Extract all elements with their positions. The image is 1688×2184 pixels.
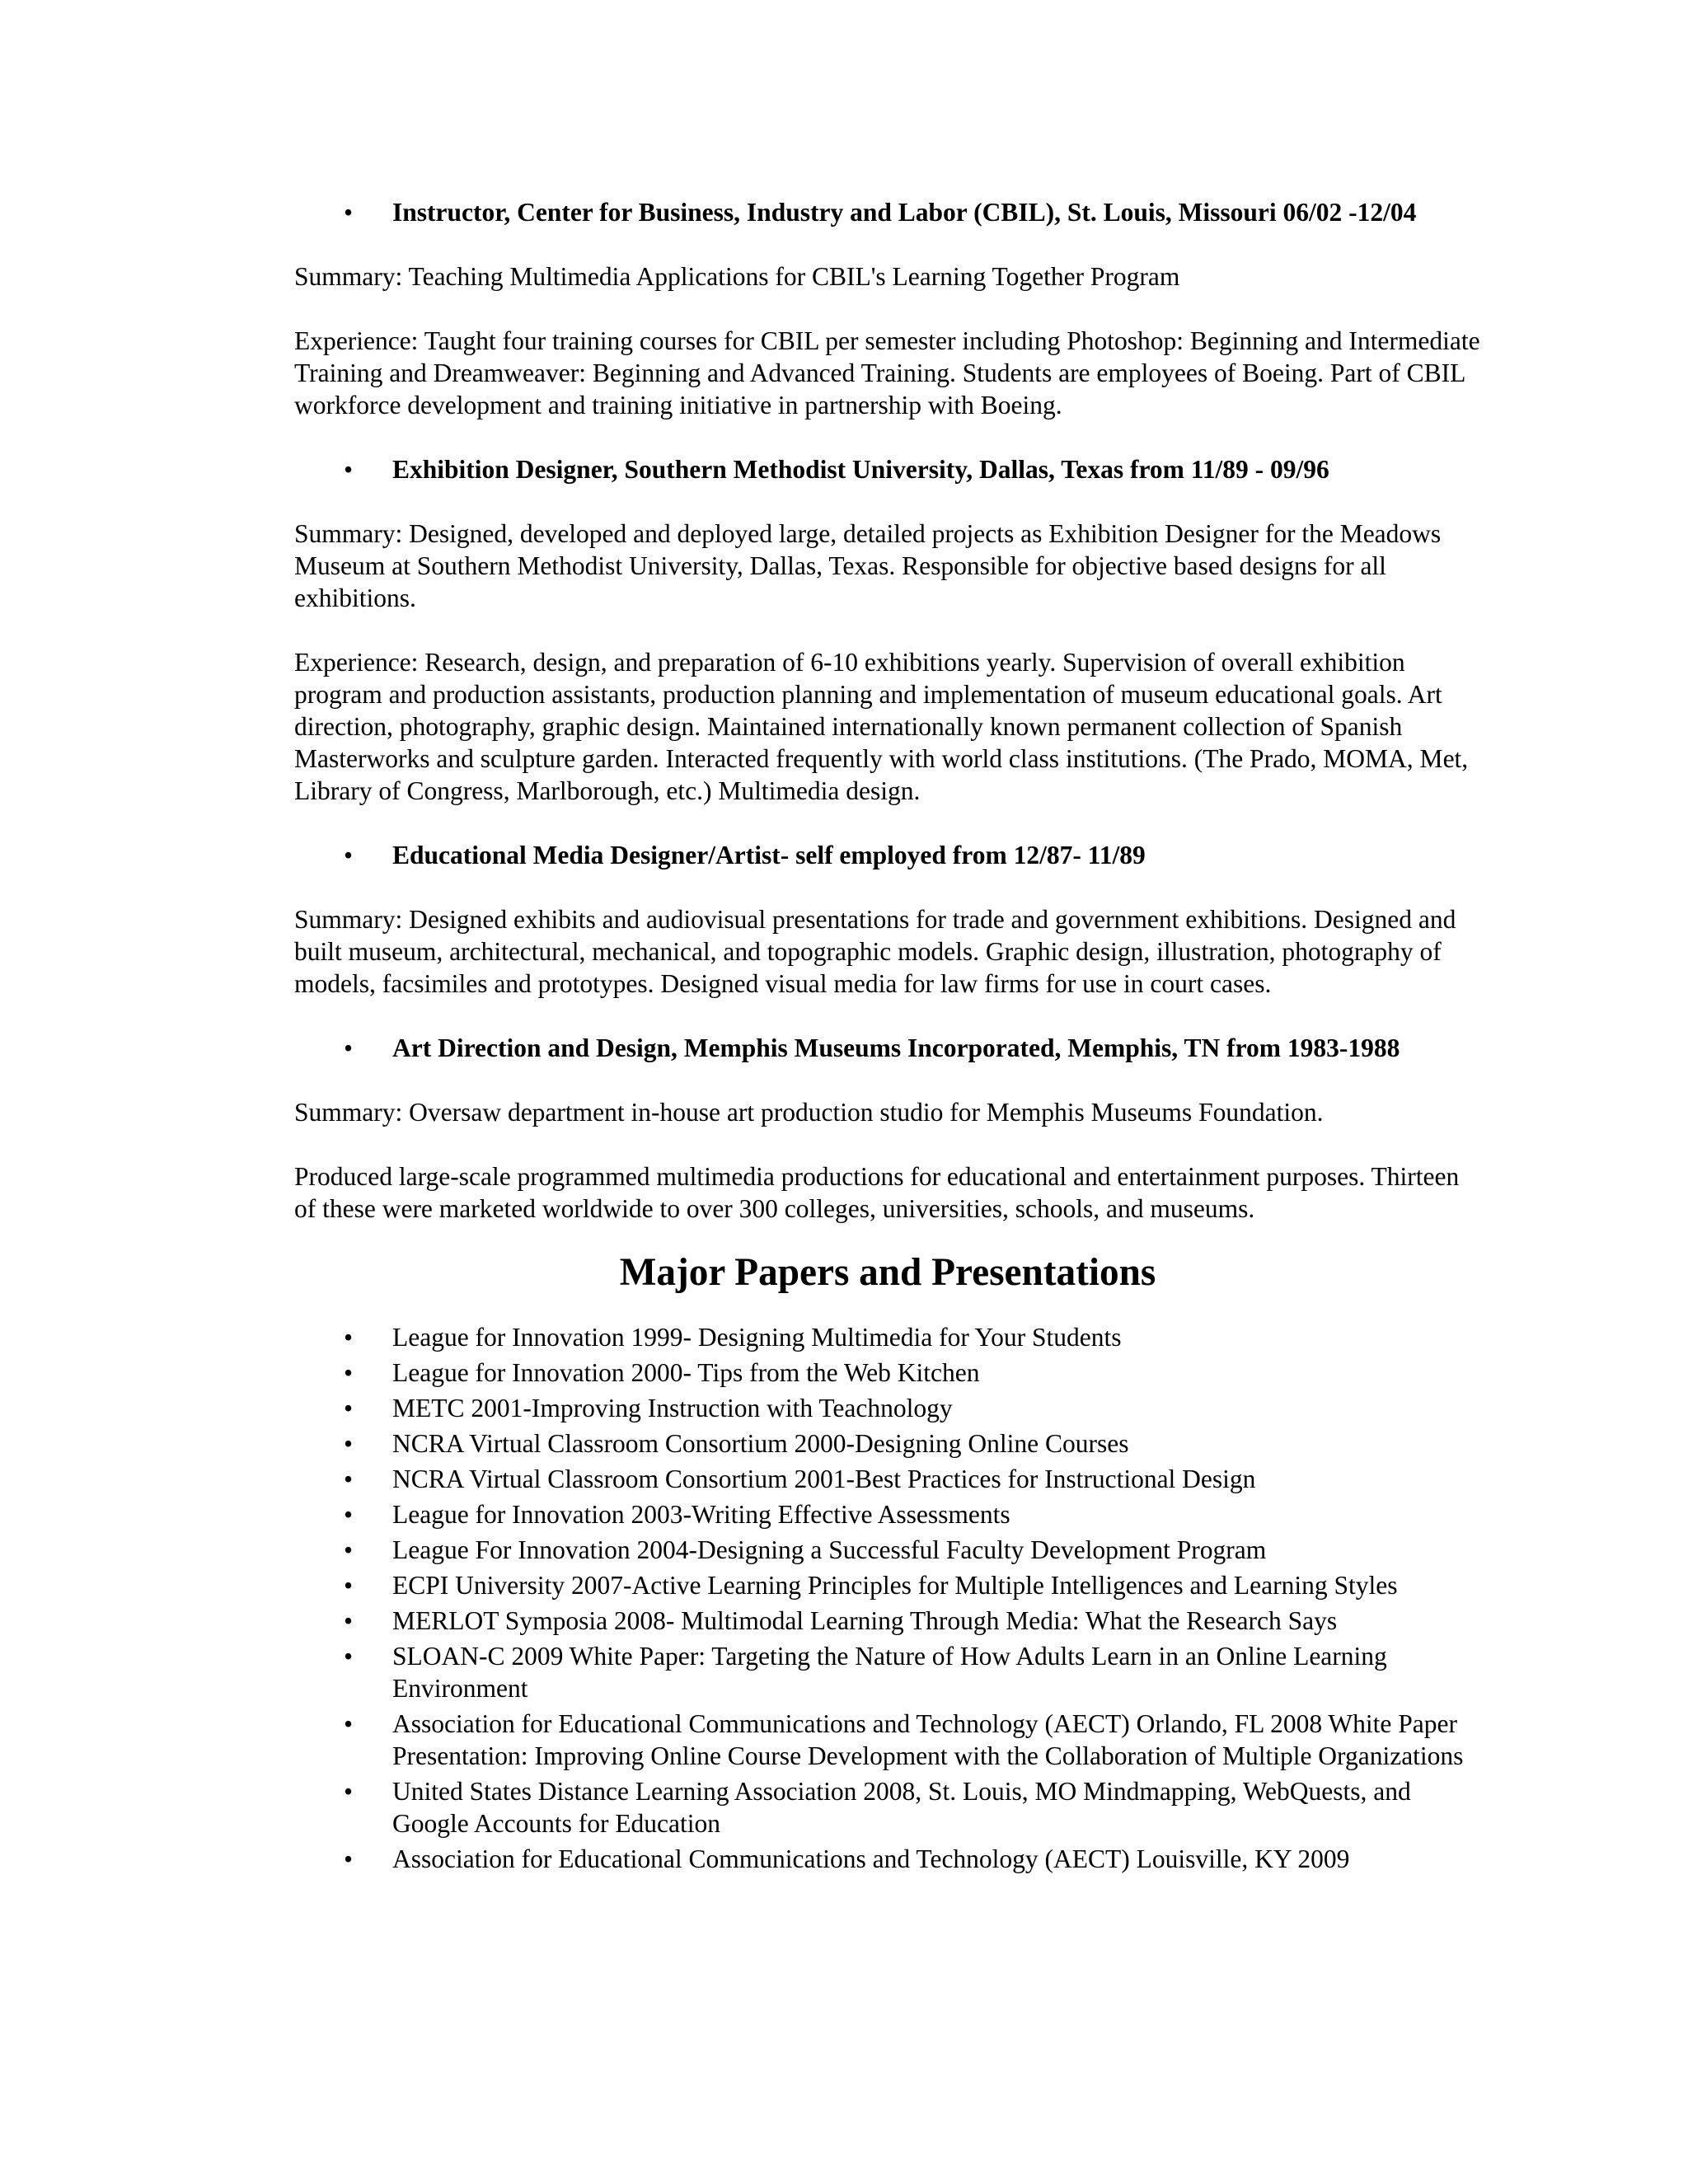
job-experience: Produced large-scale programmed multimedia productions for educational and entertainment purposes. Thirteen of these were marketed worldwide to over 300 colleges, universities, schools, and museums. [294, 1162, 1460, 1223]
job-summary: Summary: Designed, developed and deployed large, detailed projects as Exhibition Designer for the Meadows Museum at Southern Methodist University, Dallas, Texas. Responsible for objective based designs for all exhibitions. [294, 519, 1442, 612]
bullet-glyph: • [344, 1777, 354, 1806]
list-item [294, 1498, 1481, 1530]
presentation-text: Association for Educational Communications and Technology (AECT) Orlando, FL 2008 White Paper Presentation: Improving Online Course Development with the Collaboration of Multiple Organizations [392, 1709, 1464, 1770]
bullet-glyph: • [344, 1642, 354, 1671]
presentation-text: Association for Educational Communications and Technology (AECT) Louisville, KY 2009 [392, 1844, 1350, 1873]
bullet-glyph: • [344, 841, 354, 869]
job-summary: Summary: Oversaw department in-house art production studio for Memphis Museums Foundation. [294, 1098, 1324, 1127]
bullet-glyph: • [344, 1571, 354, 1600]
bullet-glyph: • [344, 1323, 354, 1352]
presentation-text: United States Distance Learning Association 2008, St. Louis, MO Mindmapping, WebQuests, and Google Accounts for Education [392, 1777, 1411, 1838]
bullet-glyph: • [344, 455, 354, 484]
list-item [294, 1392, 1481, 1424]
list-item [294, 1357, 1481, 1389]
bullet-glyph: • [344, 198, 354, 227]
bullet-glyph: • [344, 1394, 354, 1422]
job-title: Exhibition Designer, Southern Methodist University, Dallas, Texas from 11/89 - 09/96 [392, 455, 1329, 484]
presentations-list [294, 1321, 1481, 1875]
section-title-presentations: Major Papers and Presentations [619, 1251, 1156, 1294]
bullet-glyph: • [344, 1844, 354, 1873]
job-heading-smu [294, 453, 1481, 485]
list-item [294, 1427, 1481, 1460]
bullet-glyph: • [344, 1358, 354, 1387]
presentation-text: MERLOT Symposia 2008- Multimodal Learning Through Media: What the Research Says [392, 1606, 1338, 1635]
job-summary: Summary: Designed exhibits and audiovisual presentations for trade and government exhibitions. Designed and built museum, architectural, mechanical, and topographic models. Graphic design, illustration, photography of models, facsimiles and prototypes. Designed visual media for law firms for use in court cases. [294, 905, 1456, 998]
bullet-glyph: • [344, 1606, 354, 1635]
job-summary: Summary: Teaching Multimedia Applications for CBIL's Learning Together Program [294, 262, 1180, 291]
list-item [294, 1534, 1481, 1566]
job-title: Instructor, Center for Business, Industry and Labor (CBIL), St. Louis, Missouri 06/02 -12/04 [392, 198, 1417, 227]
list-item [294, 1640, 1481, 1704]
presentation-text: League for Innovation 2003-Writing Effective Assessments [392, 1500, 1010, 1529]
job-experience: Experience: Taught four training courses for CBIL per semester including Photoshop: Beginning and Intermediate Training and Dreamweaver: Beginning and Advanced Training. Students are employees of Boeing. Part of CBIL workforce development and training initiative in partnership with Boeing. [294, 326, 1480, 419]
list-item [294, 1708, 1481, 1772]
presentation-text: SLOAN-C 2009 White Paper: Targeting the Nature of How Adults Learn in an Online Learning Environment [392, 1642, 1387, 1703]
presentation-text: METC 2001-Improving Instruction with Teachnology [392, 1394, 953, 1422]
list-item [294, 1569, 1481, 1601]
bullet-glyph: • [344, 1500, 354, 1529]
presentation-text: League for Innovation 2000- Tips from the Web Kitchen [392, 1358, 980, 1387]
bullet-glyph: • [344, 1429, 354, 1458]
presentation-text: League for Innovation 1999- Designing Multimedia for Your Students [392, 1323, 1122, 1352]
bullet-glyph: • [344, 1535, 354, 1564]
resume-content [294, 196, 1481, 1878]
presentation-text: ECPI University 2007-Active Learning Principles for Multiple Intelligences and Learning Styles [392, 1571, 1398, 1600]
job-title: Art Direction and Design, Memphis Museums Incorporated, Memphis, TN from 1983-1988 [392, 1033, 1400, 1062]
bullet-glyph: • [344, 1033, 354, 1062]
job-title: Educational Media Designer/Artist- self employed from 12/87- 11/89 [392, 841, 1146, 869]
presentation-text: NCRA Virtual Classroom Consortium 2001-Best Practices for Instructional Design [392, 1465, 1256, 1493]
list-item [294, 1321, 1481, 1353]
bullet-glyph: • [344, 1709, 354, 1738]
list-item [294, 1843, 1481, 1875]
bullet-glyph: • [344, 1465, 354, 1493]
job-experience: Experience: Research, design, and preparation of 6-10 exhibitions yearly. Supervision of overall exhibition program and production assistants, production planning and implementation of museum educational goals. Art direction, photography, graphic design. Maintained internationally known permanent collection of Spanish Masterworks and sculpture garden. Interacted frequently with world class institutions. (The Prado, MOMA, Met, Library of Congress, Marlborough, etc.) Multimedia design. [294, 648, 1469, 805]
list-item [294, 1463, 1481, 1495]
list-item [294, 1605, 1481, 1637]
job-heading-self-employed [294, 839, 1481, 871]
presentation-text: League For Innovation 2004-Designing a Successful Faculty Development Program [392, 1535, 1267, 1564]
job-heading-cbil [294, 196, 1481, 228]
presentation-text: NCRA Virtual Classroom Consortium 2000-Designing Online Courses [392, 1429, 1129, 1458]
job-heading-memphis-museums [294, 1032, 1481, 1064]
list-item [294, 1775, 1481, 1840]
